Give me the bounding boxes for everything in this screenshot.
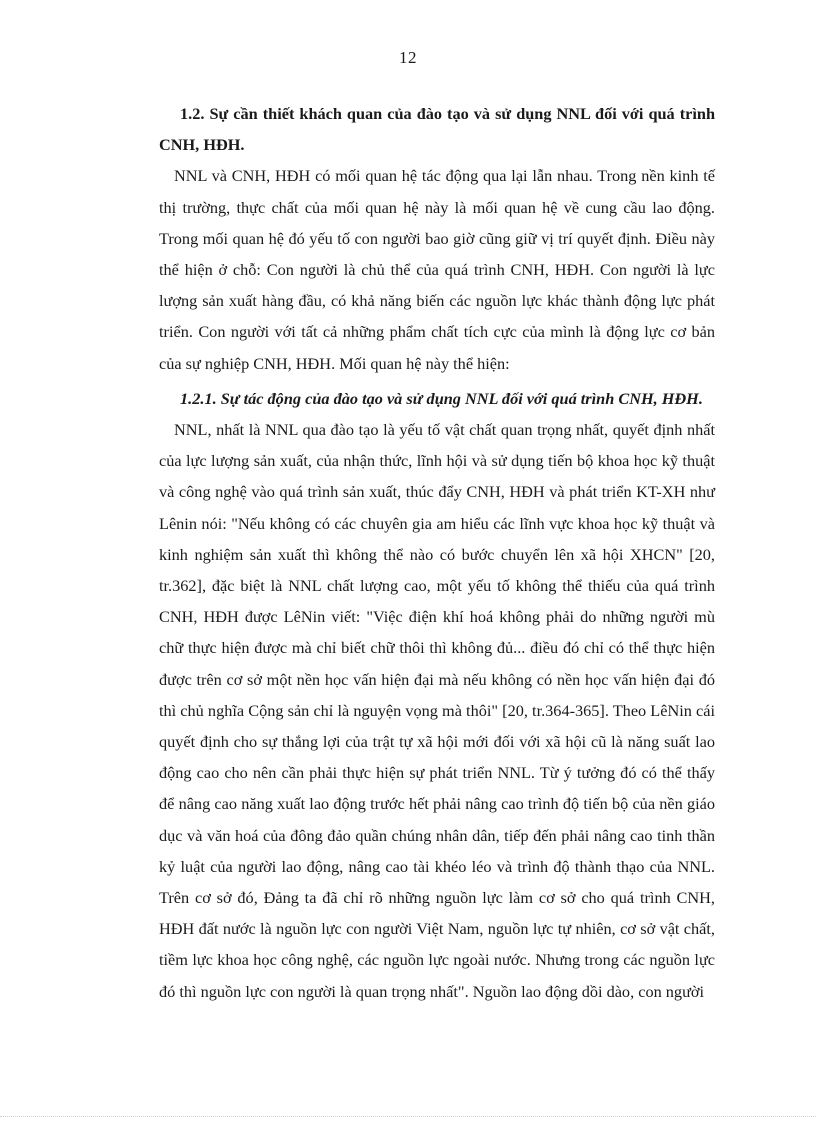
- subsection-body-paragraph: NNL, nhất là NNL qua đào tạo là yếu tố vật chất quan trọng nhất, quyết định nhất của lực lượng sản xuất, của nhận thức, lĩnh hội và sử dụng tiến bộ khoa học kỹ thuật và công nghệ vào quá trình sản xuất, thúc đẩy CNH, HĐH và phát triển KT-XH như Lênin nói: "Nếu không có các chuyên gia am hiểu các lĩnh vực khoa học kỹ thuật và kinh nghiệm sản xuất thì không thể nào có bước chuyển lên xã hội XHCN" [20, tr.362], đặc biệt là NNL chất lượng cao, một yếu tố không thể thiếu của quá trình CNH, HĐH được LêNin viết: "Việc điện khí hoá không phải do những người mù chữ thực hiện được mà chỉ biết chữ thôi thì không đủ... điều đó chỉ có thể thực hiện được trên cơ sở một nền học vấn hiện đại mà nếu không có nền học vấn hiện đại đó thì chủ nghĩa Cộng sản chỉ là nguyện vọng mà thôi" [20, tr.364-365]. Theo LêNin cái quyết định cho sự thắng lợi của trật tự xã hội mới đối với xã hội cũ là năng suất lao động cao cho nên cần phải thực hiện sự phát triển NNL. Từ ý tưởng đó có thể thấy để nâng cao năng xuất lao động trước hết phải nâng cao trình độ tiến bộ của nền giáo dục và văn hoá của đông đảo quần chúng nhân dân, tiếp đến phải nâng cao tinh thần kỷ luật của người lao động, nâng cao tài khéo léo và trình độ thành thạo của NNL. Trên cơ sở đó, Đảng ta đã chỉ rõ những nguồn lực làm cơ sở cho quá trình CNH, HĐH đất nước là nguồn lực con người Việt Nam, nguồn lực tự nhiên, cơ sở vật chất, tiềm lực khoa học công nghệ, các nguồn lực ngoài nước. Nhưng trong các nguồn lực đó thì nguồn lực con người là quan trọng nhất". Nguồn lao động dồi dào, con người: [159, 420, 715, 1001]
- page-number: 12: [399, 48, 417, 67]
- section-heading: 1.2. Sự cần thiết khách quan của đào tạo và sử dụng NNL đối với quá trình CNH, HĐH.: [159, 104, 715, 155]
- page-bottom-divider: [0, 1116, 816, 1117]
- subsection-heading: 1.2.1. Sự tác động của đào tạo và sử dụng NNL đối với quá trình CNH, HĐH.: [180, 388, 703, 408]
- page-content: [159, 98, 715, 1007]
- section-intro-paragraph: NNL và CNH, HĐH có mối quan hệ tác động qua lại lẫn nhau. Trong nền kinh tế thị trường, thực chất của mối quan hệ này là mối quan hệ về cung cầu lao động. Trong mối quan hệ đó yếu tố con người bao giờ cũng giữ vị trí quyết định. Điều này thể hiện ở chỗ: Con người là chủ thể của quá trình CNH, HĐH. Con người là lực lượng sản xuất hàng đầu, có khả năng biến các nguồn lực khác thành động lực phát triển. Con người với tất cả những phẩm chất tích cực của mình là động lực cơ bản của sự nghiệp CNH, HĐH. Mối quan hệ này thể hiện:: [159, 166, 715, 373]
